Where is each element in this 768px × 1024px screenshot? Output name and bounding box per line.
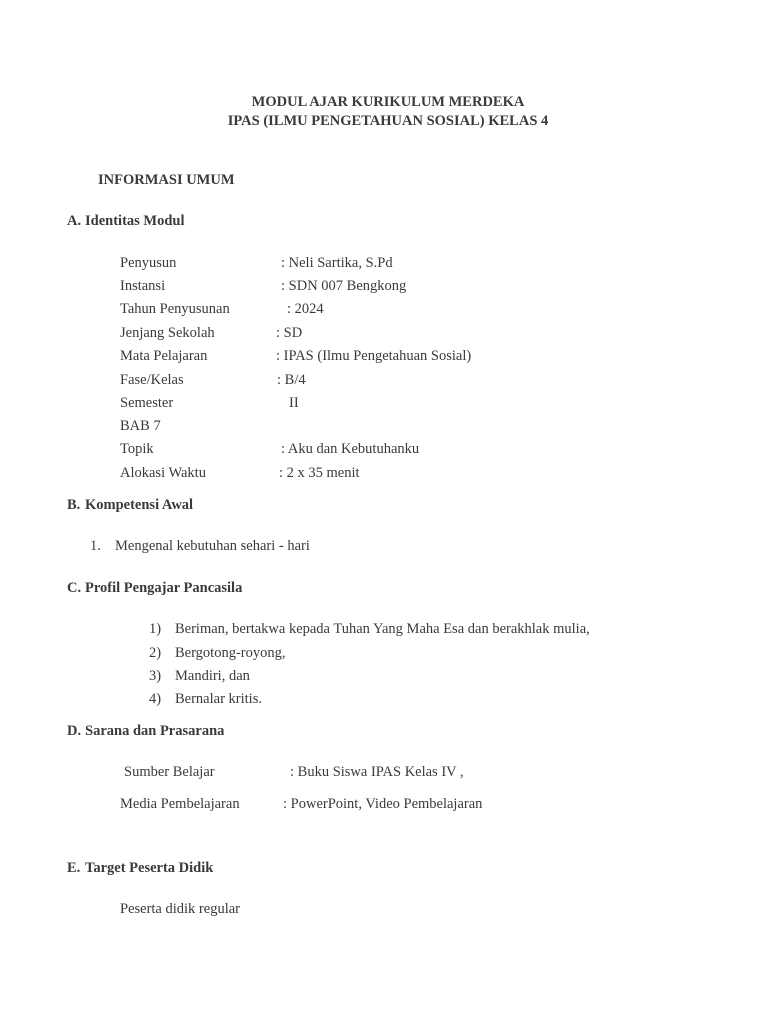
section-c-letter: C. xyxy=(67,580,82,596)
identity-value-alokasi: : 2 x 35 menit xyxy=(279,465,360,481)
profil-item-text: Bergotong-royong, xyxy=(175,645,286,661)
kompetensi-item-number: 1. xyxy=(90,538,101,554)
identity-value-topik: : Aku dan Kebutuhanku xyxy=(281,441,420,457)
identity-label-bab: BAB 7 xyxy=(120,418,161,434)
target-peserta-text: Peserta didik regular xyxy=(120,901,240,917)
identity-value-tahun: : 2024 xyxy=(287,301,324,317)
identity-value-penyusun: : Neli Sartika, S.Pd xyxy=(281,255,393,271)
profil-item-number: 3) xyxy=(149,668,162,684)
profil-item-text: Mandiri, dan xyxy=(175,668,250,684)
identity-value-jenjang: : SD xyxy=(276,325,303,341)
section-c-heading: Profil Pengajar Pancasila xyxy=(85,580,243,596)
identity-label-tahun: Tahun Penyusunan xyxy=(120,301,230,317)
identity-value-instansi: : SDN 007 Bengkong xyxy=(281,278,407,294)
identity-label-semester: Semester xyxy=(120,395,174,411)
identity-value-semester: II xyxy=(289,395,299,411)
identity-value-mapel: : IPAS (Ilmu Pengetahuan Sosial) xyxy=(276,348,472,364)
identity-label-mapel: Mata Pelajaran xyxy=(120,348,208,364)
identity-label-alokasi: Alokasi Waktu xyxy=(120,465,206,481)
identity-value-fase: : B/4 xyxy=(277,372,306,388)
sarana-value-sumber: : Buku Siswa IPAS Kelas IV , xyxy=(290,764,464,780)
identity-label-fase: Fase/Kelas xyxy=(120,372,184,388)
identity-label-penyusun: Penyusun xyxy=(120,255,177,271)
profil-item-number: 2) xyxy=(149,645,162,661)
section-e-letter: E. xyxy=(67,860,81,876)
identity-label-jenjang: Jenjang Sekolah xyxy=(120,325,215,341)
section-e-heading: Target Peserta Didik xyxy=(85,860,214,876)
section-b-heading: Kompetensi Awal xyxy=(85,497,194,513)
document-title-line-2: IPAS (ILMU PENGETAHUAN SOSIAL) KELAS 4 xyxy=(227,113,549,129)
profil-item-number: 4) xyxy=(149,691,162,707)
profil-item-number: 1) xyxy=(149,621,162,637)
document-title-line-1: MODUL AJAR KURIKULUM MERDEKA xyxy=(251,94,525,110)
sarana-value-media: : PowerPoint, Video Pembelajaran xyxy=(283,796,483,812)
profil-item-text: Beriman, bertakwa kepada Tuhan Yang Maha Esa dan berakhlak mulia, xyxy=(175,621,590,637)
kompetensi-item-text: Mengenal kebutuhan sehari - hari xyxy=(115,538,310,554)
sarana-label-sumber: Sumber Belajar xyxy=(124,764,215,780)
informasi-umum-heading: INFORMASI UMUM xyxy=(98,172,235,188)
section-d-letter: D. xyxy=(67,723,82,739)
identity-label-topik: Topik xyxy=(120,441,154,457)
section-a-heading: Identitas Modul xyxy=(85,213,185,229)
sarana-label-media: Media Pembelajaran xyxy=(120,796,240,812)
profil-item-text: Bernalar kritis. xyxy=(175,691,262,707)
section-d-heading: Sarana dan Prasarana xyxy=(85,723,225,739)
identity-label-instansi: Instansi xyxy=(120,278,166,294)
section-b-letter: B. xyxy=(67,497,81,513)
section-a-letter: A. xyxy=(67,213,82,229)
